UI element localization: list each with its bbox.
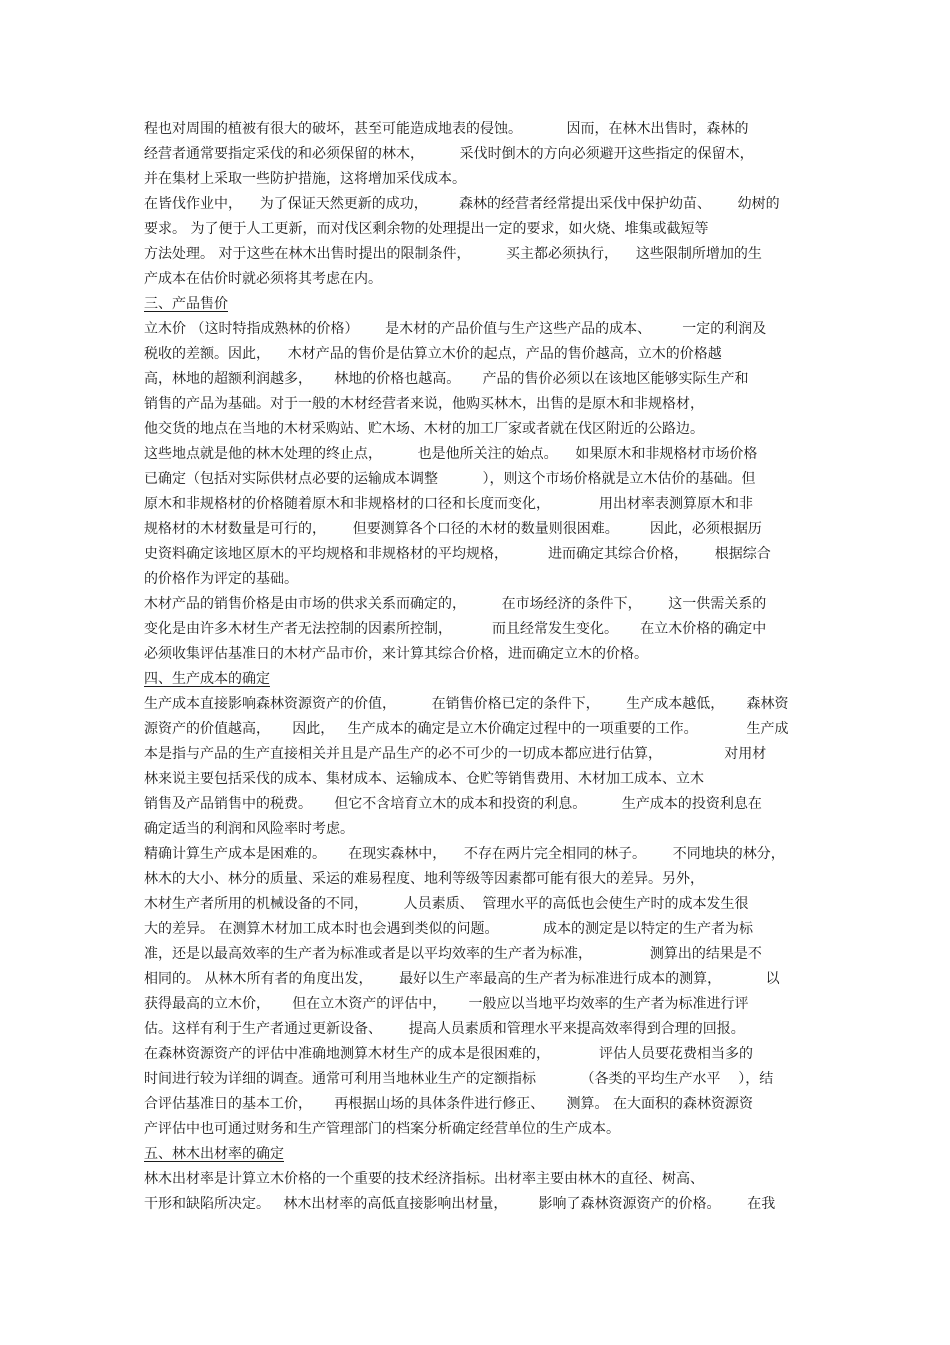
text-line: 准，还是以最高效率的生产者为标准或者是以平均效率的生产者为标准， 测算出的结果是不 bbox=[144, 946, 762, 962]
text-line: 原木和非规格材的价格随着原木和非规格材的口径和长度而变化， 用出材率表测算原木和非 bbox=[144, 496, 753, 512]
text-line: 在森林资源资产的评估中准确地测算木材生产的成本是很困难的， 评估人员要花费相当多的 bbox=[144, 1046, 753, 1062]
text-line: 确定适当的利润和风险率时考虑。 bbox=[144, 821, 354, 837]
text-line: 生产成本直接影响森林资源资产的价值， 在销售价格已定的条件下， 生产成本越低， 森林资 bbox=[144, 696, 789, 712]
text-line: 估。这样有利于生产者通过更新设备、 提高人员素质和管理水平来提高效率得到合理的回报。 bbox=[144, 1021, 745, 1037]
text-line: 规格材的木材数量是可行的， 但要测算各个口径的木材的数量则很困难。 因此，必须根据历 bbox=[144, 521, 762, 537]
text-line: 产成本在估价时就必须将其考虑在内。 bbox=[144, 271, 382, 287]
text-line: 已确定（包括对实际供材点必要的运输成本调整 ），则这个市场价格就是立木估价的基础。但 bbox=[144, 471, 756, 487]
text-line: 史资料确定该地区原木的平均规格和非规格材的平均规格， 进而确定其综合价格， 根据综合 bbox=[144, 546, 771, 562]
text-line: 必须收集评估基准日的木材产品市价，来计算其综合价格，进而确定立木的价格。 bbox=[144, 646, 648, 662]
text-line: 获得最高的立木价， 但在立木资产的评估中， 一般应以当地平均效率的生产者为标准进行评 bbox=[144, 996, 749, 1012]
text-line: 变化是由许多木材生产者无法控制的因素所控制， 而且经常发生变化。 在立木价格的确定中 bbox=[144, 621, 767, 637]
section-heading: 三、产品售价 bbox=[144, 296, 228, 312]
text-line: 合评估基准日的基本工价， 再根据山场的具体条件进行修正、 测算。 在大面积的森林资源资 bbox=[144, 1096, 753, 1112]
text-line: 林木出材率是计算立木价格的一个重要的技术经济指标。出材率主要由林木的直径、树高、 bbox=[144, 1171, 704, 1187]
text-line: 要求。 为了便于人工更新，而对伐区剩余物的处理提出一定的要求，如火烧、堆集或截短等 bbox=[144, 221, 709, 237]
text-line: 这些地点就是他的林木处理的终止点， 也是他所关注的始点。 如果原木和非规格材市场价格 bbox=[144, 446, 758, 462]
text-line: 时间进行较为详细的调查。通常可利用当地林业生产的定额指标 （各类的平均生产水平 ），结 bbox=[144, 1071, 774, 1087]
text-line: 林来说主要包括采伐的成本、集材成本、运输成本、仓贮等销售费用、木材加工成本、立木 bbox=[144, 771, 704, 787]
text-line: 在皆伐作业中， 为了保证天然更新的成功， 森林的经营者经常提出采伐中保护幼苗、 幼树的 bbox=[144, 196, 780, 212]
text-line: 税收的差额。因此， 木材产品的售价是估算立木价的起点，产品的售价越高，立木的价格越 bbox=[144, 346, 722, 362]
text-line: 的价格作为评定的基础。 bbox=[144, 571, 298, 587]
text-line: 木材生产者所用的机械设备的不同， 人员素质、 管理水平的高低也会使生产时的成本发生很 bbox=[144, 896, 749, 912]
text-line: 相同的。 从林木所有者的角度出发， 最好以生产率最高的生产者为标准进行成本的测算， 以 bbox=[144, 971, 780, 987]
text-line: 干形和缺陷所决定。 林木出材率的高低直接影响出材量， 影响了森林资源资产的价格。 在我 bbox=[144, 1196, 776, 1212]
text-line: 源资产的价值越高， 因此， 生产成本的确定是立木价确定过程中的一项重要的工作。 生产成 bbox=[144, 721, 789, 737]
text-line: 他交货的地点在当地的木材采购站、贮木场、木材的加工厂家或者就在伐区附近的公路边。 bbox=[144, 421, 704, 437]
text-line: 销售的产品为基础。对于一般的木材经营者来说，他购买林木，出售的是原木和非规格材， bbox=[144, 396, 704, 412]
text-line: 本是指与产品的生产直接相关并且是产品生产的必不可少的一切成本都应进行估算， 对用材 bbox=[144, 746, 767, 762]
text-line: 精确计算生产成本是困难的。 在现实森林中， 不存在两片完全相同的林子。 不同地块的林分， bbox=[144, 846, 785, 862]
text-line: 产评估中也可通过财务和生产管理部门的档案分析确定经营单位的生产成本。 bbox=[144, 1121, 620, 1137]
text-line: 高，林地的超额利润越多， 林地的价格也越高。 产品的售价必须以在该地区能够实际生产和 bbox=[144, 371, 749, 387]
text-line: 销售及产品销售中的税费。 但它不含培育立木的成本和投资的利息。 生产成本的投资利息在 bbox=[144, 796, 762, 812]
text-line: 方法处理。 对于这些在林木出售时提出的限制条件， 买主都必须执行， 这些限制所增加的生 bbox=[144, 246, 762, 262]
text-line: 林木的大小、林分的质量、采运的难易程度、地利等级等因素都可能有很大的差异。另外， bbox=[144, 871, 704, 887]
text-line: 程也对周围的植被有很大的破坏，甚至可能造成地表的侵蚀。 因而，在林木出售时，森林的 bbox=[144, 121, 749, 137]
text-line: 木材产品的销售价格是由市场的供求关系而确定的， 在市场经济的条件下， 这一供需关系的 bbox=[144, 596, 767, 612]
text-line: 并在集材上采取一些防护措施，这将增加采伐成本。 bbox=[144, 171, 466, 187]
section-heading: 四、生产成本的确定 bbox=[144, 671, 270, 687]
text-line: 立木价 （这时特指成熟林的价格） 是木材的产品价值与生产这些产品的成本、 一定的利润及 bbox=[144, 321, 767, 337]
section-heading: 五、林木出材率的确定 bbox=[144, 1146, 284, 1162]
text-line: 经营者通常要指定采伐的和必须保留的林木， 采伐时倒木的方向必须避开这些指定的保留木， bbox=[144, 146, 754, 162]
text-line: 大的差异。 在测算木材加工成本时也会遇到类似的问题。 成本的测定是以特定的生产者为标 bbox=[144, 921, 753, 937]
